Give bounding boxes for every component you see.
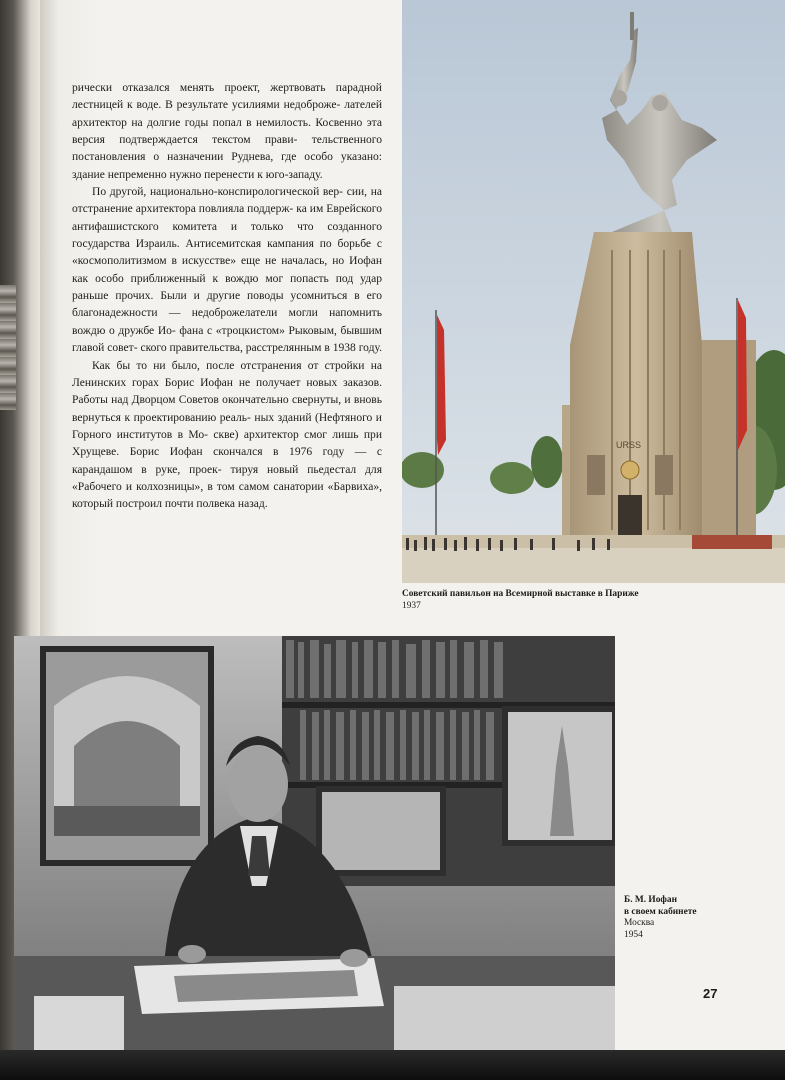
office-photo [14, 636, 615, 1050]
paragraph-2: По другой, национально-конспирологической вер- сии, на отстранение архитектора повлияла поддерж- ка им Еврейского антифашистского комитета и только что созданного государства Израиль. Антисемитская кампания по борьбе с «космополитизмом в искусстве» еще не началась, но Иофан как особо приближенный к вождю мог попасть под удар раньше прочих. Были и другие поводы усомниться в его благонадежности — недоброжелатели могли напомнить вождю о дружбе Ио- фана с «троцкистом» Рыковым, бывшим главой совет- ского правительства, расстрелянным в 1938 году. [72, 186, 383, 355]
office-caption [624, 895, 754, 941]
page-bottom-edge [0, 1050, 785, 1080]
body-text [72, 80, 382, 514]
pavilion-sign: URSS [616, 440, 642, 450]
pavilion-caption [402, 588, 782, 612]
office-caption-year: 1954 [624, 929, 643, 940]
page-number: 27 [703, 986, 718, 1001]
office-caption-place: Москва [624, 918, 655, 928]
paragraph-1: рически отказался менять проект, жертвовать парадной лестницей к воде. В результате усилиями недоброже- лателей архитектор на долгие годы попал в немилость. Косвенно эта версия подтверждается текстом прави- тельственного постановления о назначении Руднева, где особо указано: здание непременно нужно перенести к юго-западу. [72, 82, 383, 181]
paragraph-3: Как бы то ни было, после отстранения от стройки на Ленинских горах Борис Иофан не получает новых заказов. Работы над Дворцом Советов окончательно свернуты, и вновь вернуться к проектированию реаль- ных зданий (Нефтяного и Горного институтов в Мо- скве) архитектор смог лишь при Хрущеве. Борис Иофан скончался в 1976 году — с карандашом в руке, проек- тируя новый пьедестал для «Рабочего и колхозницы», в том самом санатории «Барвиха», который построил почти полвека назад. [72, 359, 383, 511]
pavilion-caption-title: Советский павильон на Всемирной выставке в Париже [402, 589, 639, 599]
office-caption-name: Б. М. Иофан [624, 895, 677, 905]
previous-page-sliver [0, 285, 16, 410]
pavilion-caption-year: 1937 [402, 601, 421, 611]
pavilion-photo [402, 0, 785, 583]
office-caption-line2: в своем кабинете [624, 906, 697, 917]
